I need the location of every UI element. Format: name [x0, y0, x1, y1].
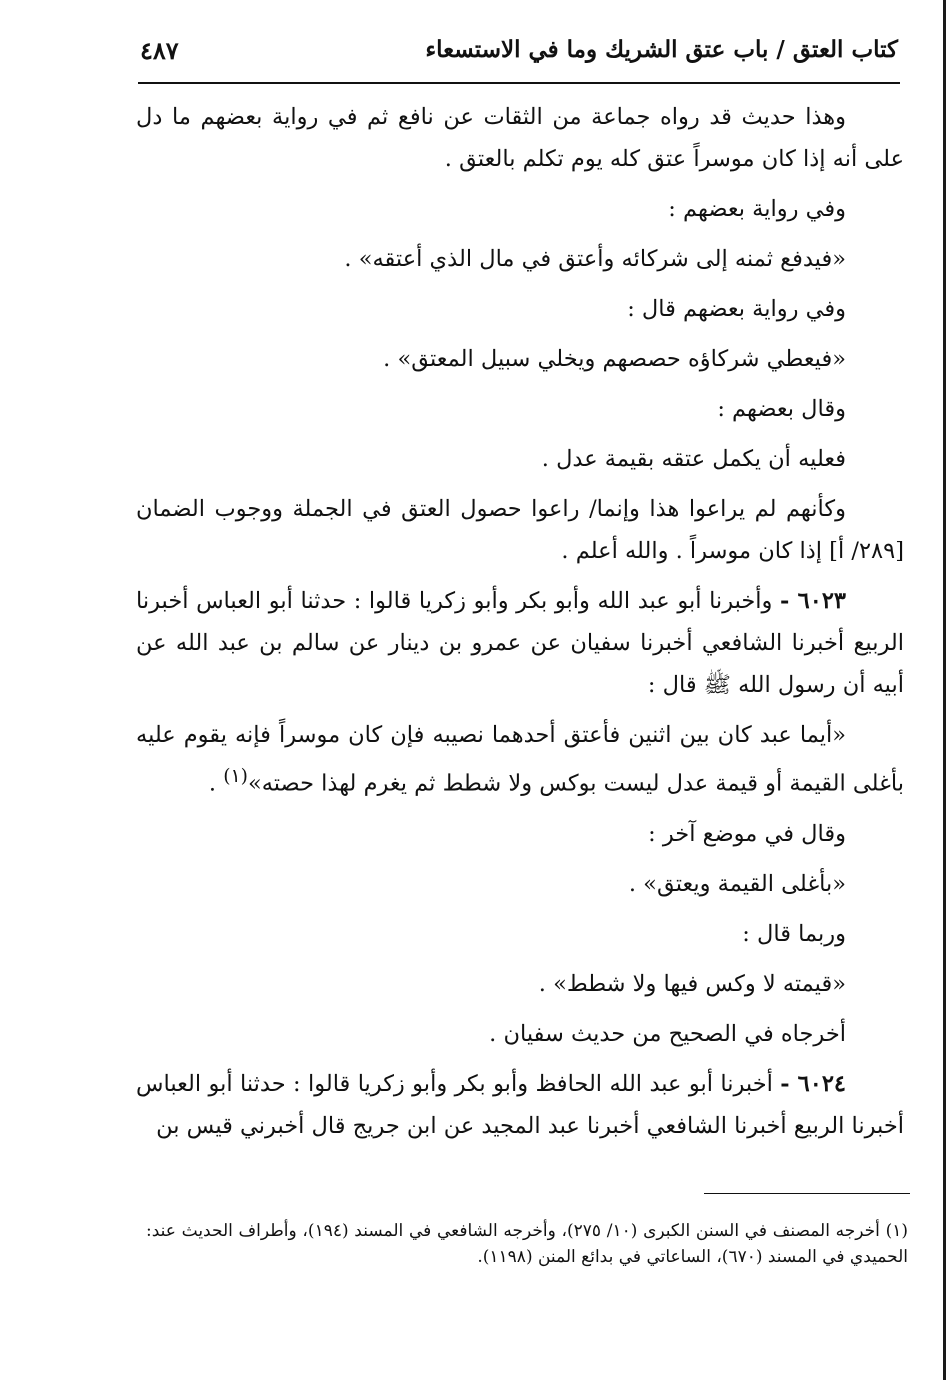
- running-title: كتاب العتق / باب عتق الشريك وما في الاستسعاء: [425, 36, 898, 63]
- quoted-narration: «فيدفع ثمنه إلى شركائه وأعتق في مال الذي أعتقه» .: [344, 246, 846, 272]
- punctuation: .: [208, 770, 224, 797]
- hadith-isnad: أخبرنا أبو عبد الله الحافظ وأبو بكر وأبو زكريا قالوا : حدثنا أبو العباس أخبرنا الربيع أخبرنا الشافعي أخبرنا عبد المجيد عن ابن جريج قال أخبرني قيس بن: [136, 1070, 904, 1139]
- paragraph: فعليه أن يكمل عتقه بقيمة عدل .: [541, 446, 846, 472]
- footnote-ref: (١): [223, 766, 248, 787]
- paragraph: وقال بعضهم :: [717, 396, 846, 422]
- page-header: [140, 36, 898, 76]
- paragraph: وربما قال :: [742, 920, 846, 947]
- hadith-6023: [136, 580, 904, 706]
- hadith-matn-text: «أيما عبد كان بين اثنين فأعتق أحدهما نصيبه فإن كان موسراً فإنه يقوم عليه بأغلى القيمة أو قيمة عدل ليست بوكس ولا شطط ثم يغرم لهذا حصته»: [136, 722, 904, 797]
- footnotes: [146, 1218, 908, 1270]
- hadith-matn: [136, 714, 904, 805]
- hadith-isnad: وأخبرنا أبو عبد الله وأبو بكر وأبو زكريا قالوا : حدثنا أبو العباس أخبرنا الربيع أخبرنا الشافعي أخبرنا سفيان عن عمرو بن دينار عن سالم بن عبد الله عن أبيه أن رسول الله ﷺ قال :: [136, 588, 904, 698]
- main-text: [136, 96, 904, 1155]
- quoted-narration: «قيمته لا وكس فيها ولا شطط» .: [538, 970, 846, 997]
- paragraph: وفي رواية بعضهم :: [668, 196, 846, 222]
- paragraph: وفي رواية بعضهم قال :: [627, 296, 846, 322]
- hadith-number: ٦٠٢٤ -: [780, 1070, 846, 1097]
- quoted-narration: «فيعطي شركاؤه حصصهم ويخلي سبيل المعتق» .: [383, 346, 846, 372]
- quoted-narration: «بأغلى القيمة ويعتق» .: [628, 870, 846, 897]
- footnote-1: (١) أخرجه المصنف في السنن الكبرى (١٠/ ٢٧٥)، وأخرجه الشافعي في المسند (١٩٤)، وأطراف الحديث عند: الحميدي في المسند (٦٧٠)، الساعاتي في بدائع المنن (١١٩٨).: [146, 1221, 908, 1267]
- footnote-rule: [704, 1193, 910, 1194]
- hadith-number: ٦٠٢٣ -: [780, 588, 847, 614]
- paragraph: أخرجاه في الصحيح من حديث سفيان .: [489, 1020, 846, 1047]
- header-rule: [138, 82, 900, 84]
- hadith-6024: [136, 1063, 904, 1147]
- paragraph: وكأنهم لم يراعوا هذا وإنما/ راعوا حصول العتق في الجملة ووجوب الضمان [٢٨٩/ أ] إذا كان موسراً . والله أعلم .: [136, 496, 904, 564]
- page-number: ٤٨٧: [140, 36, 179, 65]
- paragraph: وهذا حديث قد رواه جماعة من الثقات عن نافع ثم في رواية بعضهم ما دل على أنه إذا كان موسراً عتق كله يوم تكلم بالعتق .: [136, 104, 904, 172]
- paragraph: وقال في موضع آخر :: [648, 820, 846, 847]
